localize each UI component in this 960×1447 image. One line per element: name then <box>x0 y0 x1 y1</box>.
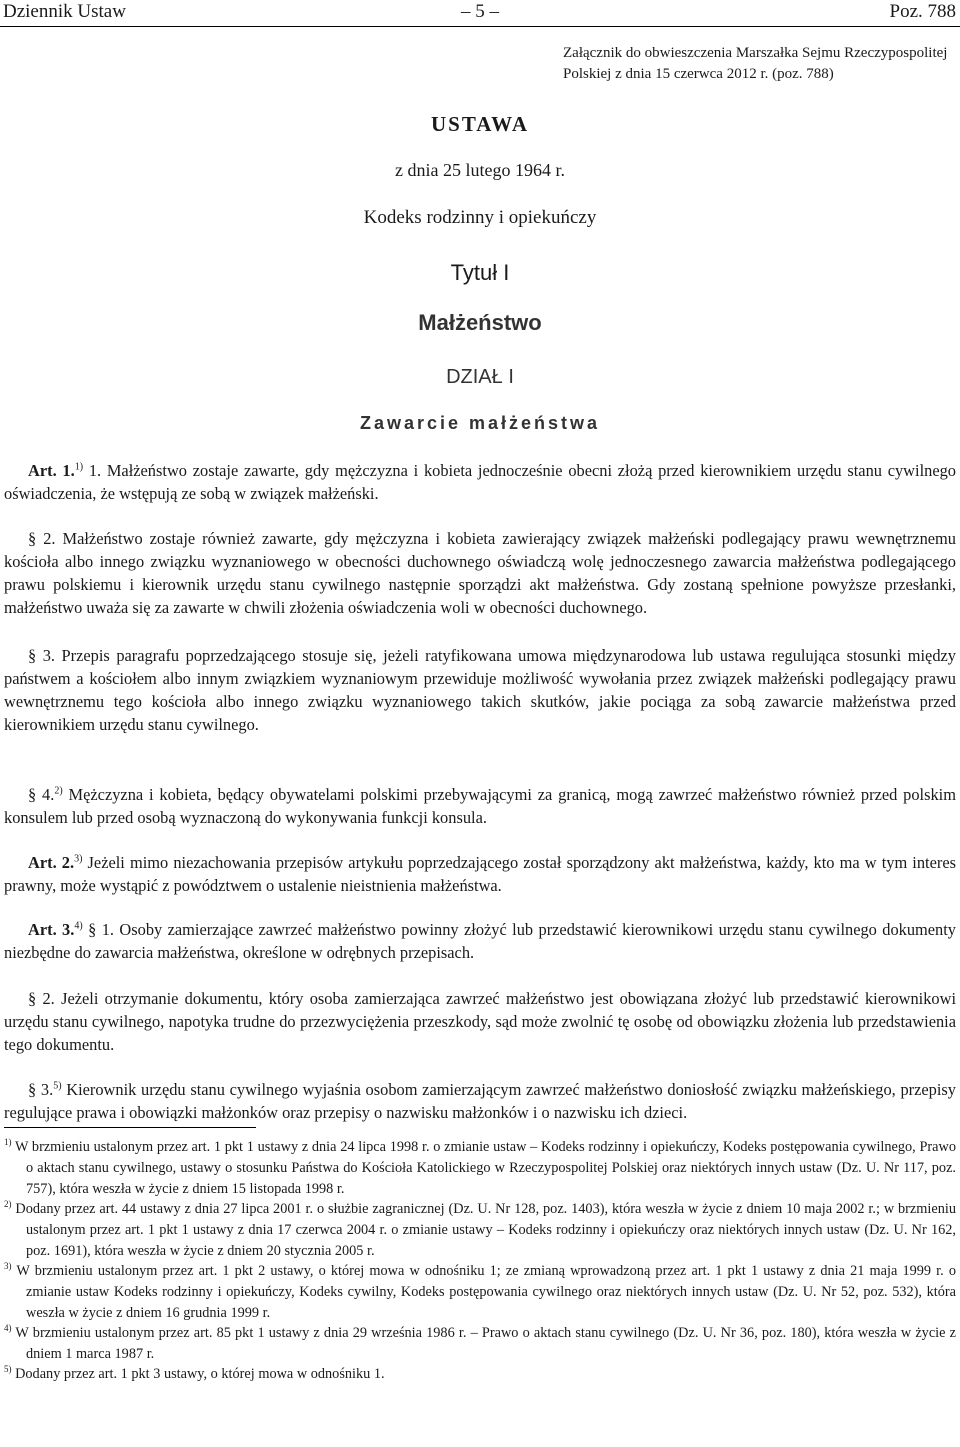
footnote-number: 3) <box>4 1261 12 1272</box>
position-number: Poz. 788 <box>889 1 956 22</box>
journal-title: Dziennik Ustaw <box>3 1 126 22</box>
paragraph-number: § 1. <box>88 920 114 939</box>
paragraph-text: Jeżeli otrzymanie dokumentu, który osoba zamierzająca zawrzeć małżeństwo jest obowiązana złożyć lub przedstawić kierownikowi urzędu stanu cywilnego, napotyka trudne do przezwyciężenia przeszkody, sąd może zwolnić tę osobę od obowiązku złożenia lub przedstawienia tego dokumentu. <box>4 989 957 1054</box>
footnote <box>4 1323 956 1365</box>
paragraph-text: Kierownik urzędu stanu cywilnego wyjaśnia osobom zamierzającym zawrzeć małżeństwo doniosłość związku małżeńskiego, przepisy regulujące prawa i obowiązki małżonków oraz przepisy o nazwisku małżonków i o nazwisku ich dzieci. <box>4 1080 956 1122</box>
article-3-label: Art. 3. <box>28 920 75 939</box>
footnote-ref-2: 2) <box>54 785 63 797</box>
paragraph-number: § 2. <box>28 529 56 548</box>
act-date: z dnia 25 lutego 1964 r. <box>395 160 565 180</box>
annex-note: Załącznik do obwieszczenia Marszałka Sejmu Rzeczypospolitej Polskiej z dnia 15 czerwca 2012 r. (poz. 788) <box>563 45 948 82</box>
footnote-number: 5) <box>4 1364 12 1375</box>
footnote-text: Dodany przez art. 44 ustawy z dnia 27 lipca 2001 r. o służbie zagranicznej (Dz. U. Nr 128, poz. 1403), która weszła w życie z dniem 10 maja 2002 r.; w brzmieniu ustalonym przez art. 1 pkt 1 ustawy z dnia 17 czerwca 2004 r. o zmianie ustawy – Kodeks rodzinny i opiekuńczy oraz niektórych innych ustaw (Dz. U. Nr 162, poz. 1691), która weszła w życie z dniem 20 stycznia 2005 r. <box>15 1201 956 1259</box>
paragraph-text: Osoby zamierzające zawrzeć małżeństwo powinny złożyć lub przedstawić kierownikowi urzędu stanu cywilnego dokumenty niezbędne do zawarcia małżeństwa, określone w odrębnych przepisach. <box>4 920 957 962</box>
paragraph-number: 1. <box>88 461 102 480</box>
footnote <box>4 1261 956 1324</box>
act-type-title: USTAWA <box>431 112 529 136</box>
page-number: – 5 – <box>461 1 499 22</box>
article-1-paragraph-3 <box>4 644 956 736</box>
title-name: Małżeństwo <box>418 310 542 335</box>
article-1-paragraph-2 <box>4 527 956 619</box>
footnote <box>4 1199 956 1262</box>
paragraph-number: § 2. <box>28 989 55 1008</box>
article-3-paragraph-2 <box>4 987 956 1056</box>
paragraph-text: Przepis paragrafu poprzedzającego stosuje się, jeżeli ratyfikowana umowa międzynarodowa lub ustawa regulująca stosunki między państwem a kościołem albo innym związkiem wyznaniowym przewiduje możliwość wywołania przez związek małżeński podlegający prawu wewnętrznemu tego kościoła albo innego związku wyznaniowego takich skutków, jakie pociąga za sobą zawarcie małżeństwa przed kierownikiem urzędu stanu cywilnego. <box>4 646 956 734</box>
footnote <box>4 1364 956 1385</box>
section-name: Zawarcie małżeństwa <box>359 413 601 433</box>
footnote-number: 1) <box>4 1137 12 1148</box>
footnote-text: W brzmieniu ustalonym przez art. 85 pkt 1 ustawy z dnia 29 września 1986 r. – Prawo o aktach stanu cywilnego (Dz. U. Nr 36, poz. 180), która weszła w życie z dniem 1 marca 1987 r. <box>15 1325 956 1362</box>
page-header <box>0 0 960 27</box>
article-3-paragraph-3 <box>4 1078 956 1124</box>
footnote-number: 2) <box>4 1199 12 1210</box>
act-name: Kodeks rodzinny i opiekuńczy <box>363 207 597 228</box>
article-1-label: Art. 1. <box>28 461 75 480</box>
paragraph-text: Małżeństwo zostaje również zawarte, gdy mężczyzna i kobieta zawierający związek małżeński podlegający prawu wewnętrznemu kościoła albo innego związku wyznaniowego w obecności duchownego oświadczą wolę jednoczesnego zawarcia małżeństwa podlegającego prawu polskiemu i kierownik urzędu stanu cywilnego następnie sporządzi akt małżeństwa. Gdy zostaną spełnione powyższe przesłanki, małżeństwo uważa się za zawarte w chwili złożenia oświadczenia woli w obecności duchownego. <box>4 529 956 617</box>
article-2-label: Art. 2. <box>28 853 75 872</box>
article-1-paragraph-1 <box>4 459 956 505</box>
paragraph-text: Małżeństwo zostaje zawarte, gdy mężczyzna i kobieta jednocześnie obecni złożą przed kierownikiem urzędu stanu cywilnego oświadczenia, że wstępują ze sobą w związek małżeński. <box>4 461 956 503</box>
footnote-ref-5: 5) <box>53 1080 62 1092</box>
footnote-text: W brzmieniu ustalonym przez art. 1 pkt 1 ustawy z dnia 24 lipca 1998 r. o zmianie ustaw – Kodeks rodzinny i opiekuńczy, Kodeks postępowania cywilnego, Prawo o aktach stanu cywilnego, ustawy o stosunku Państwa do Kościoła Katolickiego w Rzeczypospolitej Polskiej oraz niektórych innych ustaw (Dz. U. Nr 117, poz. 757), która weszła w życie z dniem 15 listopada 1998 r. <box>14 1139 956 1197</box>
footnote-text: W brzmieniu ustalonym przez art. 1 pkt 2 ustawy, o której mowa w odnośniku 1; ze zmianą wprowadzoną przez art. 1 pkt 1 ustawy z dnia 21 maja 1999 r. o zmianie ustaw Kodeks rodzinny i opiekuńczy, Kodeks cywilny, Kodeks postępowania cywilnego oraz niektórych innych ustaw (Dz. U. Nr 52, poz. 532), która weszła w życie z dniem 16 grudnia 1999 r. <box>16 1263 956 1321</box>
paragraph-text: Jeżeli mimo niezachowania przepisów artykułu poprzedzającego został sporządzony akt małżeństwa, każdy, kto ma w tym interes prawny, może wystąpić z powództwem o ustalenie nieistnienia małżeństwa. <box>4 853 956 895</box>
footnote-ref-1: 1) <box>74 461 84 473</box>
article-3-paragraph-1 <box>4 918 956 964</box>
footnote-number: 4) <box>4 1323 12 1334</box>
paragraph-text: Mężczyzna i kobieta, będący obywatelami polskimi przebywającymi za granicą, mogą zawrzeć małżeństwo również przed polskim konsulem lub przed osobą wyznaczoną do wykonywania funkcji konsula. <box>4 785 956 827</box>
section-number: DZIAŁ I <box>446 366 514 388</box>
footnote-ref-3: 3) <box>74 853 83 865</box>
footnote-divider <box>4 1127 256 1128</box>
footnote-text: Dodany przez art. 1 pkt 3 ustawy, o której mowa w odnośniku 1. <box>15 1366 385 1382</box>
paragraph-number: § 3. <box>28 1080 54 1099</box>
paragraph-number: § 3. <box>28 646 56 665</box>
article-2 <box>4 851 956 897</box>
footnote <box>4 1137 956 1200</box>
paragraph-number: § 4. <box>28 785 55 804</box>
article-1-paragraph-4 <box>4 783 956 829</box>
footnote-ref-4: 4) <box>74 920 83 932</box>
title-number: Tytuł I <box>450 260 510 285</box>
